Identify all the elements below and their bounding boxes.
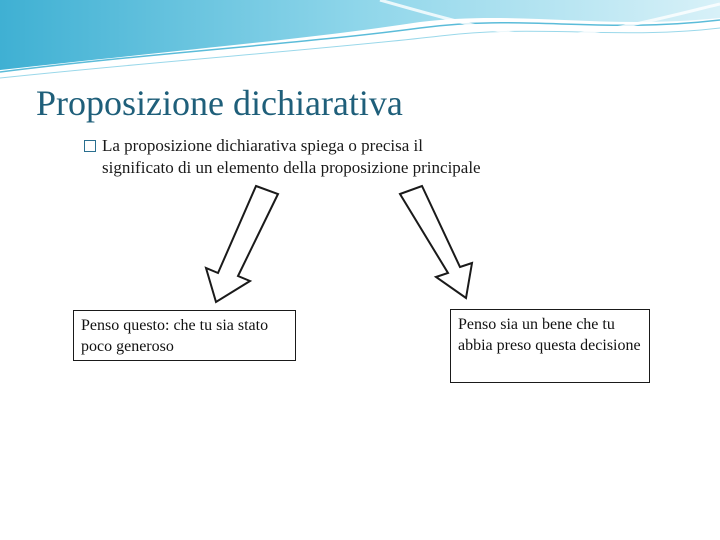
example-box-left: Penso questo: che tu sia stato poco generoso [73, 310, 296, 361]
example-box-right: Penso sia un bene che tu abbia preso questa decisione [450, 309, 650, 383]
bullet-line-2: significato di un elemento della proposizione principale [102, 158, 481, 177]
bullet-line-1: La proposizione dichiarativa spiega o precisa il [102, 136, 423, 155]
right-arrow-icon [400, 186, 472, 298]
page-title: Proposizione dichiarativa [36, 83, 403, 123]
left-arrow-icon [206, 186, 278, 302]
